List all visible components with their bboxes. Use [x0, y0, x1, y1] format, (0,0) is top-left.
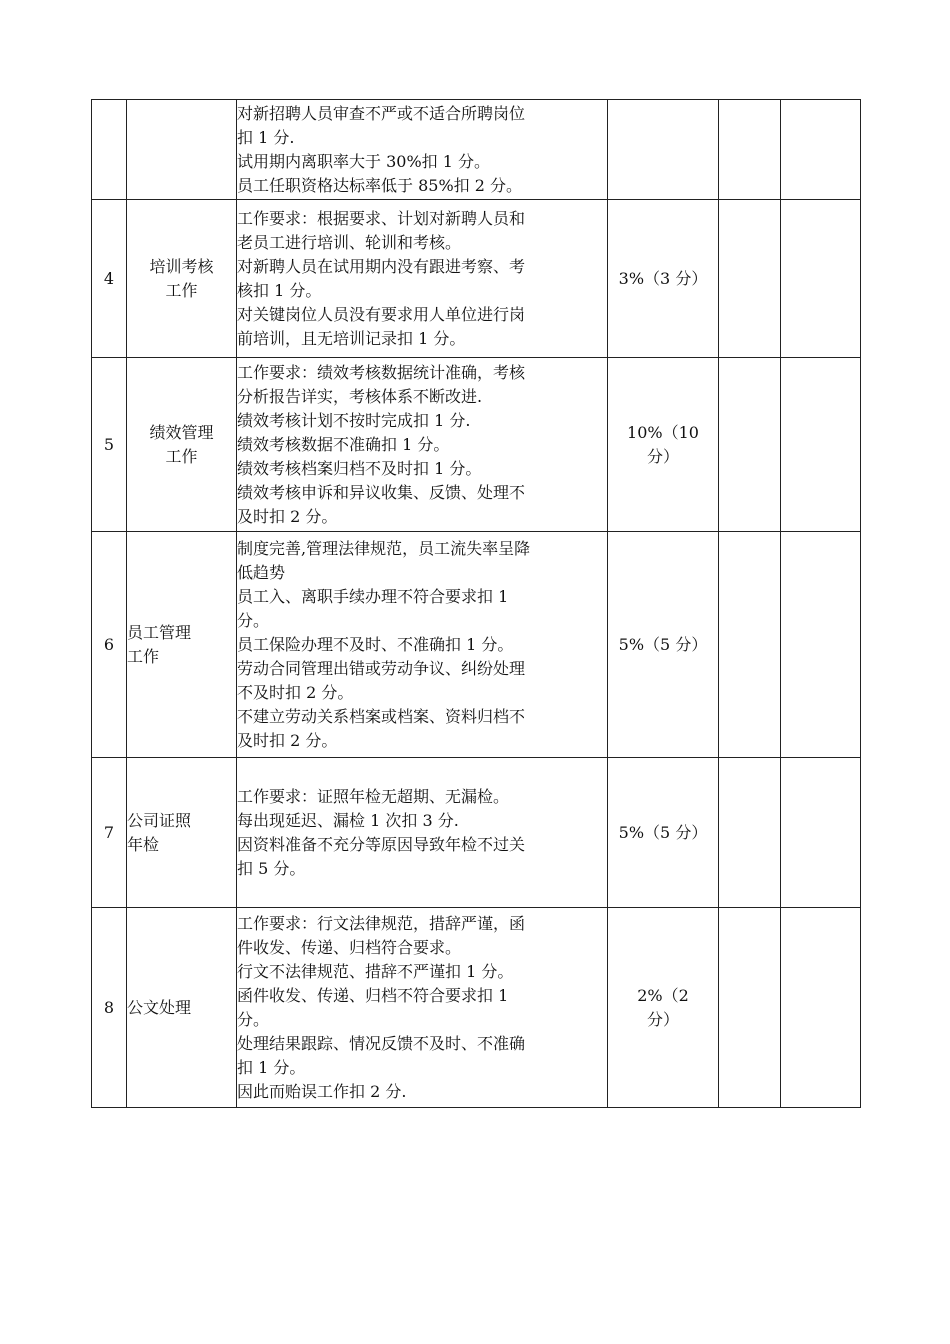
criteria-line: 老员工进行培训、轮训和考核。: [237, 232, 462, 252]
criteria-line: 不及时扣 2 分。: [237, 682, 354, 702]
table-row: [92, 908, 861, 1108]
row-number: 6: [92, 532, 127, 758]
weight-line: 5%（5 分）: [618, 822, 708, 842]
item-line: 年检: [127, 834, 160, 854]
criteria-line: 处理结果跟踪、情况反馈不及时、不准确: [237, 1033, 526, 1053]
criteria-line: 行文不法律规范、措辞不严谨扣 1 分。: [237, 961, 514, 981]
criteria-line: 员工保险办理不及时、不准确扣 1 分。: [237, 634, 514, 654]
row-number: [92, 100, 127, 200]
weight-line: 分）: [646, 446, 679, 466]
criteria-line: 核扣 1 分。: [237, 280, 322, 300]
self-score-cell: [719, 100, 781, 200]
final-score-cell: [781, 758, 861, 908]
item-line: 工作: [165, 446, 198, 466]
weight-line: 分）: [646, 1009, 679, 1029]
item-line: 公文处理: [127, 997, 192, 1017]
criteria-line: 工作要求：行文法律规范，措辞严谨，函: [237, 913, 526, 933]
criteria-line: 工作要求：根据要求、计划对新聘人员和: [237, 208, 526, 228]
criteria-line: 分。: [237, 610, 270, 630]
criteria-line: 绩效考核计划不按时完成扣 1 分.: [237, 410, 471, 430]
final-score-cell: [781, 908, 861, 1108]
criteria-line: 扣 1 分.: [237, 127, 295, 147]
criteria-line: 及时扣 2 分。: [237, 506, 338, 526]
criteria-line: 对新聘人员在试用期内没有跟进考察、考: [237, 256, 526, 276]
criteria-line: 前培训，且无培训记录扣 1 分。: [237, 328, 466, 348]
assessment-item: [127, 200, 237, 358]
criteria-line: 对关键岗位人员没有要求用人单位进行岗: [237, 304, 526, 324]
item-line: 公司证照: [127, 810, 192, 830]
criteria-line: 制度完善,管理法律规范，员工流失率呈降: [237, 538, 531, 558]
criteria-line: 及时扣 2 分。: [237, 730, 338, 750]
weight-score: [608, 100, 719, 200]
assessment-item: [127, 100, 237, 200]
criteria-line: 函件收发、传递、归档不符合要求扣 1: [237, 985, 509, 1005]
criteria-line: 低趋势: [237, 562, 286, 582]
final-score-cell: [781, 100, 861, 200]
assessment-item: [127, 358, 237, 532]
row-number: 4: [92, 200, 127, 358]
criteria-line: 分析报告详实，考核体系不断改进.: [237, 386, 483, 406]
assessment-table: [91, 99, 861, 1108]
weight-score: [608, 358, 719, 532]
criteria-cell: [237, 358, 608, 532]
table-row: [92, 358, 861, 532]
criteria-cell: [237, 200, 608, 358]
table-row: [92, 532, 861, 758]
weight-line: 10%（10: [627, 422, 699, 442]
row-number: 5: [92, 358, 127, 532]
criteria-cell: [237, 100, 608, 200]
table-row: [92, 758, 861, 908]
weight-line: 3%（3 分）: [618, 268, 708, 288]
item-line: 工作: [127, 646, 160, 666]
row-number: 8: [92, 908, 127, 1108]
weight-score: [608, 908, 719, 1108]
weight-score: [608, 758, 719, 908]
item-line: 工作: [165, 280, 198, 300]
weight-line: 2%（2: [637, 985, 689, 1005]
criteria-line: 工作要求：证照年检无超期、无漏检。: [237, 786, 510, 806]
criteria-line: 因此而贻误工作扣 2 分.: [237, 1081, 407, 1101]
assessment-item: [127, 758, 237, 908]
criteria-line: 员工任职资格达标率低于 85%扣 2 分。: [237, 175, 523, 195]
self-score-cell: [719, 200, 781, 358]
criteria-line: 件收发、传递、归档符合要求。: [237, 937, 462, 957]
criteria-line: 因资料准备不充分等原因导致年检不过关: [237, 834, 526, 854]
assessment-item: [127, 908, 237, 1108]
self-score-cell: [719, 532, 781, 758]
weight-score: [608, 532, 719, 758]
criteria-line: 试用期内离职率大于 30%扣 1 分。: [237, 151, 491, 171]
criteria-line: 绩效考核数据不准确扣 1 分。: [237, 434, 450, 454]
criteria-cell: [237, 758, 608, 908]
final-score-cell: [781, 358, 861, 532]
criteria-line: 不建立劳动关系档案或档案、资料归档不: [237, 706, 526, 726]
final-score-cell: [781, 200, 861, 358]
criteria-line: 分。: [237, 1009, 270, 1029]
item-line: 绩效管理: [149, 422, 214, 442]
criteria-line: 每出现延迟、漏检 1 次扣 3 分.: [237, 810, 459, 830]
criteria-line: 工作要求：绩效考核数据统计准确，考核: [237, 362, 526, 382]
final-score-cell: [781, 532, 861, 758]
self-score-cell: [719, 358, 781, 532]
criteria-line: 扣 1 分。: [237, 1057, 306, 1077]
criteria-line: 对新招聘人员审查不严或不适合所聘岗位: [237, 103, 526, 123]
weight-score: [608, 200, 719, 358]
table-row: [92, 100, 861, 200]
weight-line: 5%（5 分）: [618, 634, 708, 654]
row-number: 7: [92, 758, 127, 908]
assessment-item: [127, 532, 237, 758]
table-body: [92, 100, 861, 1108]
criteria-line: 扣 5 分。: [237, 858, 306, 878]
item-line: 员工管理: [127, 622, 192, 642]
criteria-cell: [237, 908, 608, 1108]
self-score-cell: [719, 758, 781, 908]
criteria-cell: [237, 532, 608, 758]
criteria-line: 劳动合同管理出错或劳动争议、纠纷处理: [237, 658, 526, 678]
self-score-cell: [719, 908, 781, 1108]
criteria-line: 员工入、离职手续办理不符合要求扣 1: [237, 586, 509, 606]
item-line: 培训考核: [149, 256, 214, 276]
table-row: [92, 200, 861, 358]
criteria-line: 绩效考核申诉和异议收集、反馈、处理不: [237, 482, 526, 502]
criteria-line: 绩效考核档案归档不及时扣 1 分。: [237, 458, 482, 478]
